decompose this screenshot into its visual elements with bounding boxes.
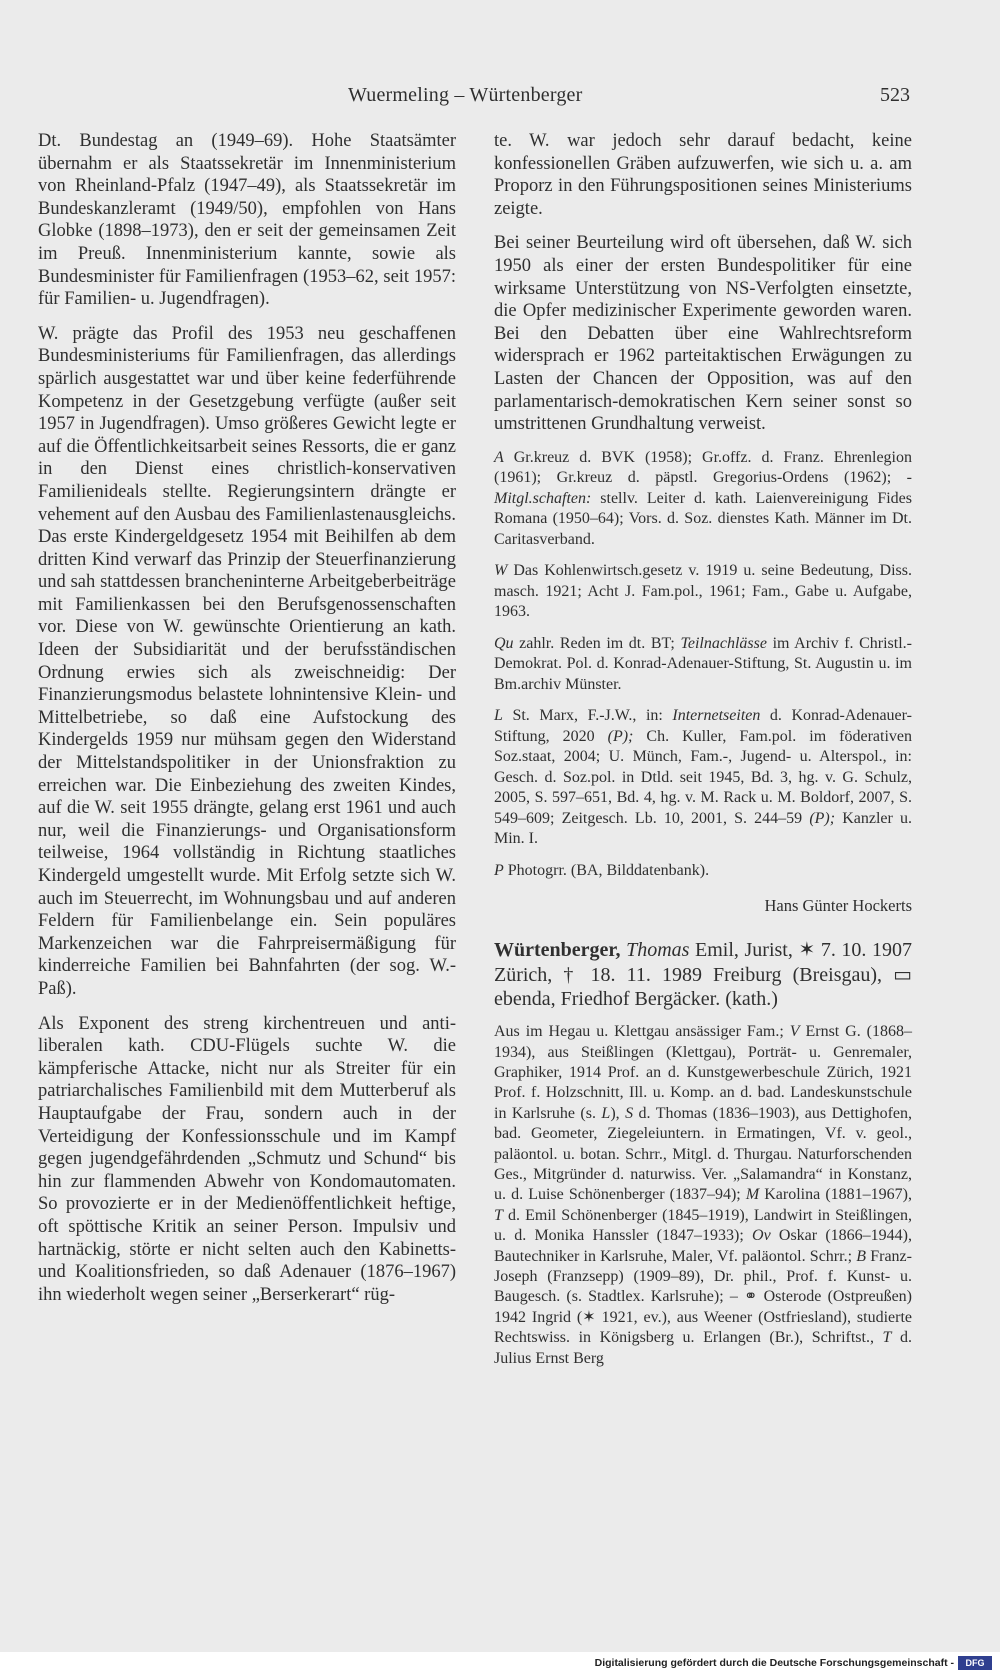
siglum: Qu <box>494 634 514 652</box>
entry-surname: Würtenberger, <box>494 938 621 961</box>
dfg-logo-icon: DFG <box>958 1656 992 1670</box>
genealogy-text: d. Emil Schönenberger (1845–1919), Landwirt in Steißlingen, u. d. Monika Hanssler (1847–1933); <box>494 1206 912 1245</box>
siglum: T <box>882 1329 892 1347</box>
ref-text: Ch. Kuller, Fam.pol. im föderativen Soz.staat, 2004; U. Münch, Fam.-, Jugend- u. Alterspol., in: Gesch. d. Soz.pol. in Dtld. seit 1945, Bd. 3, hg. v. G. Schulz, 2005, S. 597–651, Bd. 4, hg. v. M. Rack u. M. Boldorf, 2007, S. 549–609; Zeitgesch. Lb. 10, 2001, S. 244–59 <box>494 727 913 827</box>
ref-text: stellv. Leiter d. kath. Laienvereinigung Fides Romana (1950–64); Vors. d. Soz. dienstes Kath. Männer im Dt. Caritasverband. <box>494 489 912 548</box>
digitization-footer <box>0 1652 1000 1675</box>
entry-given-name: Thomas <box>626 938 690 961</box>
siglum: P <box>494 861 504 879</box>
siglum: S <box>625 1104 634 1122</box>
genealogy-text: Ernst G. (1868–1934), aus Steißlingen (Klettgau), Porträt- u. Genremaler, Graphiker, 1914 Prof. an d. Kunstgewerbeschule Zürich, 1921 Prof. f. Holzschnitt, Ill. u. Komp. an d. bad. Landeskunstschule in Karlsruhe (s. <box>494 1023 913 1122</box>
ref-italic: (P); <box>809 809 836 827</box>
funding-credit: Digitalisierung gefördert durch die Deutsche Forschungsgemeinschaft - <box>594 1657 954 1669</box>
ref-text: Kanzler u. Min. I. <box>494 809 912 848</box>
siglum: L <box>494 707 503 725</box>
ref-text: zahlr. Reden im dt. BT; <box>513 634 681 652</box>
paragraph: te. W. war jedoch sehr darauf bedacht, keine konfessionellen Gräben aufzuwerfen, wie sich u. a. am Proporz in den Führungspositionen seines Ministeriums zeigte. <box>494 131 912 219</box>
reference-literature <box>494 706 912 850</box>
ref-text: d. Konrad-Adenauer-Stiftung, 2020 <box>494 707 912 745</box>
left-column <box>38 130 456 1306</box>
right-column <box>494 130 912 1369</box>
ref-italic: (P); <box>607 727 634 745</box>
entry-heading <box>494 938 912 1012</box>
siglum: B <box>856 1247 867 1265</box>
reference-sources <box>494 634 912 696</box>
siglum: L <box>601 1104 611 1122</box>
page-number: 523 <box>880 84 910 106</box>
siglum: T <box>494 1206 503 1224</box>
genealogy-text: ), <box>610 1104 626 1122</box>
siglum: M <box>745 1186 760 1204</box>
siglum: W <box>494 562 508 580</box>
paragraph: Als Exponent des streng kirchentreuen und anti-liberalen kath. CDU-Flügels suchte W. die kämpferische Attacke, nicht nur als Streiter für ein patriarchalisches Familienbild mit dem Mutterberuf als Hauptaufgabe der Frau, sondern auch in der Verteidigung der Konfessionsschule und im Kampf gegen jugendgefährdenden „Schmutz und Schund“ bis hin zur flammenden Abwehr von Kondomautomaten. So provozierte er in der Medienöffentlichkeit heftige, oft spöttische Kritik an seiner Person. Impulsiv und hartnäckig, störte er nicht selten auch den Kabinetts- und Koalitionsfrieden, so daß Adenauer (1876–1967) ihn wiederholt wegen seiner „Berserkerart“ rüg- <box>38 1013 456 1305</box>
siglum: V <box>789 1023 800 1041</box>
article-author: Hans Günter Hockerts <box>764 896 912 916</box>
page-header <box>0 84 1000 114</box>
paragraph: Bei seiner Beurteilung wird oft übersehen, daß W. sich 1950 als einer der ersten Bundespolitiker für eine wirksame Unterstützung von NS-Verfolgten einsetzte, die Opfer medizinischer Experimente geworden waren. Bei den Debatten über eine Wahlrechtsreform widersprach er 1962 parteitaktischen Erwägungen zu Lasten der Chancen der Opposition, was auf den parlamentarisch-demokratischen Kern seiner sonst so umstrittenen Grundhaltung verweist. <box>494 233 912 435</box>
reference-portraits <box>494 861 912 882</box>
siglum: Ov <box>752 1227 771 1245</box>
siglum: A <box>494 448 504 466</box>
genealogy <box>494 1022 912 1369</box>
genealogy-text: Franz-Joseph (Franzsepp) (1909–89), Dr. phil., Prof. f. Kunst- u. Baugesch. (s. Stadtlex. Karlsruhe); – ⚭ Osterode (Ostpreußen) 1942 Ingrid (✶ 1921, ev.), aus Weener (Ostfriesland), studierte Rechtswiss. in Königsberg u. Erlangen (Br.), Schriftst., <box>494 1247 912 1347</box>
ref-text: Photogrr. (BA, Bilddatenbank). <box>503 861 710 879</box>
genealogy-text: Aus im Hegau u. Klettgau ansässiger Fam.; <box>494 1023 790 1041</box>
paragraph: Dt. Bundestag an (1949–69). Hohe Staatsämter übernahm er als Staatssekretär im Innenministerium von Rheinland-Pfalz (1947–49), als Staatssekretär im Bundeskanzleramt (1949/50), empfohlen von Hans Globke (1898–1973), den er seit der gemeinsamen Zeit im Preuß. Innenministerium kannte, sowie als Bundesminister für Familienfragen (1953–62, seit 1957: für Familien- u. Jugendfragen). <box>38 131 456 310</box>
paragraph: W. prägte das Profil des 1953 neu geschaffenen Bundesministeriums für Familienfragen, das allerdings spärlich ausgestattet war und über keine federführende Kompetenz in der Gesetzgebung verfügte (außer seit 1957 in Jugendfragen). Umso größeres Gewicht legte er auf die Öffentlichkeitsarbeit seines Ressorts, die er ganz in den Dienst eines christlich-konservativen Familienideals stellte. Regierungsintern drängte er vehement auf den Ausbau des Familienlastenausgleichs. Das erste Kindergeldgesetz 1954 mit Beihilfen ab dem dritten Kind verwarf das Prinzip der Steuerfinanzierung und sah stattdessen brancheninterne Arbeitgeberbeiträge mit Familienkassen bei den Berufsgenossenschaften vor. Diese von W. gewünschte Orientierung an kath. Ideen der Subsidiarität und der berufsständischen Ordnung erwies sich als zweischneidig: Der Finanzierungsmodus belastete lohnintensive Klein- und Mittelbetriebe, so daß eine Aufstockung des Kindergelds 1959 nur mühsam gegen den Widerstand der Mittelstandspolitiker in der Unionsfraktion zu erreichen war. Die Einbeziehung des zweiten Kindes, auf die W. seit 1955 drängte, gelang erst 1961 und auch nur, weil die Finanzierungs- und Organisationsform teilweise, 1964 vollständig in Richtung staatliches Kindergeld umgestellt wurde. Mit Erfolg setzte sich W. auch im Steuerrecht, im Wohnungsbau und auf anderen Feldern für Familienbelange ein. Sein populäres Markenzeichen war die Fahrpreisermäßigung für kinderreiche Familien bei Bahnfahrten (der sog. W.-Paß). <box>38 323 456 999</box>
ref-text: St. Marx, F.-J.W., in: <box>502 707 673 725</box>
genealogy-text: d. Julius Ernst Berg <box>494 1329 913 1367</box>
running-head: Wuermeling – Würtenberger <box>348 84 583 106</box>
ref-text: Das Kohlenwirtsch.gesetz v. 1919 u. seine Bedeutung, Diss. masch. 1921; Acht J. Fam.pol., 1961; Fam., Gabe u. Aufgabe, 1963. <box>494 562 912 621</box>
ref-text: Gr.kreuz d. BVK (1958); Gr.offz. d. Franz. Ehrenlegion (1961); Gr.kreuz d. päpstl. Gregorius-Ordens (1962); - <box>494 448 912 487</box>
ref-italic: Teilnachlässe <box>680 634 767 652</box>
ref-italic: Mitgl.schaften: <box>494 489 592 507</box>
reference-awards <box>494 448 912 551</box>
ref-text: im Archiv f. Christl.-Demokrat. Pol. d. Konrad-Adenauer-Stiftung, St. Augustin u. im Bm.archiv Münster. <box>494 634 912 693</box>
reference-works <box>494 561 912 623</box>
genealogy-text: Oskar (1866–1944), Bautechniker in Karlsruhe, Maler, Vf. paläontol. Schrr.; <box>494 1227 912 1265</box>
entry-details: Emil, Jurist, ✶ 7. 10. 1907 Zürich, † 18. 11. 1989 Freiburg (Breisgau), ▭ ebenda, Friedhof Bergäcker. (kath.) <box>494 938 913 1011</box>
ref-italic: Internetseiten <box>672 707 761 725</box>
genealogy-text: d. Thomas (1836–1903), aus Dettighofen, bad. Geometer, Ziegeleiuntern. in Ermatingen, Vf. v. geol., paläontol. u. botan. Schrr., Mitgl. d. Thurgau. Naturforschenden Ges., Mitgründer d. naturwiss. Ver. „Salamandra“ in Konstanz, u. d. Luise Schönenberger (1837–94); <box>494 1104 912 1204</box>
genealogy-text: Karolina (1881–1967), <box>759 1186 912 1204</box>
